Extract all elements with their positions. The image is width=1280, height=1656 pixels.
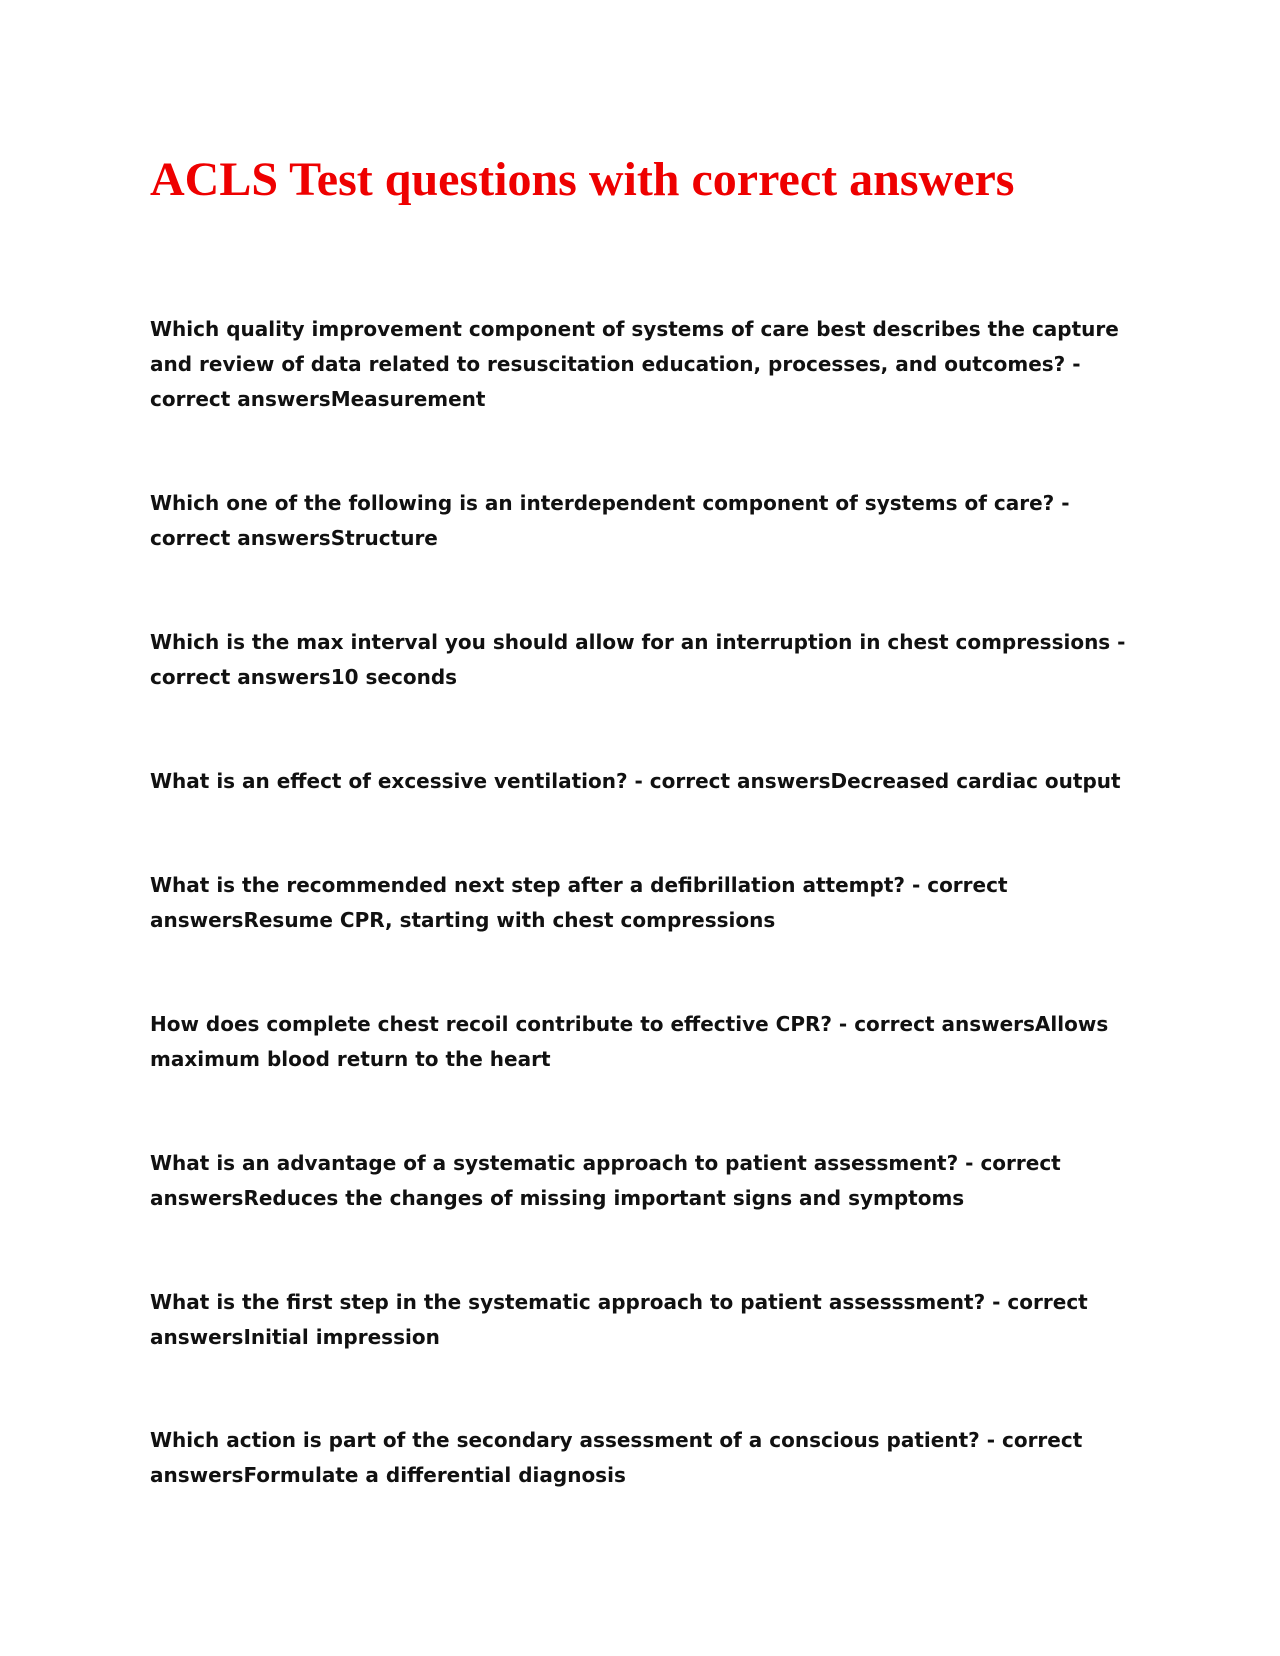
qa-item	[150, 312, 1130, 417]
qa-item	[150, 625, 1130, 695]
question-text: What is an effect of excessive ventilation? - correct answers	[150, 769, 831, 793]
answer-text: Reduces the changes of missing important signs and symptoms	[243, 1186, 965, 1210]
question-text: What is the first step in the systematic approach to patient assesssment? - correct answers	[150, 1290, 1088, 1349]
qa-item	[150, 868, 1130, 938]
qa-item	[150, 764, 1130, 799]
answer-text: Initial impression	[243, 1325, 440, 1349]
document-title: ACLS Test questions with correct answers	[150, 153, 1015, 206]
question-text: What is an advantage of a systematic approach to patient assessment? - correct answers	[150, 1151, 1061, 1210]
qa-item	[150, 486, 1130, 556]
qa-item	[150, 1423, 1130, 1493]
answer-text: Measurement	[330, 387, 486, 411]
question-text: What is the recommended next step after a defibrillation attempt? - correct answers	[150, 873, 1008, 932]
question-text: Which quality improvement component of systems of care best describes the capture and review of data related to resuscitation education, processes, and outcomes? - correct answers	[150, 317, 1119, 411]
qa-item	[150, 1007, 1130, 1077]
answer-text: Allows maximum blood return to the heart	[150, 1012, 1109, 1071]
answer-text: Structure	[330, 526, 438, 550]
question-text: Which action is part of the secondary assessment of a conscious patient? - correct answers	[150, 1428, 1083, 1487]
qa-item	[150, 1285, 1130, 1355]
qa-item	[150, 1146, 1130, 1216]
question-text: Which is the max interval you should allow for an interruption in chest compressions - correct answers	[150, 630, 1126, 689]
answer-text: Formulate a differential diagnosis	[243, 1463, 626, 1487]
answer-text: Decreased cardiac output	[830, 769, 1121, 793]
question-text: Which one of the following is an interdependent component of systems of care? - correct answers	[150, 491, 1070, 550]
answer-text: Resume CPR, starting with chest compressions	[243, 908, 776, 932]
question-text: How does complete chest recoil contribute to effective CPR? - correct answers	[150, 1012, 1035, 1036]
answer-text: 10 seconds	[330, 665, 458, 689]
